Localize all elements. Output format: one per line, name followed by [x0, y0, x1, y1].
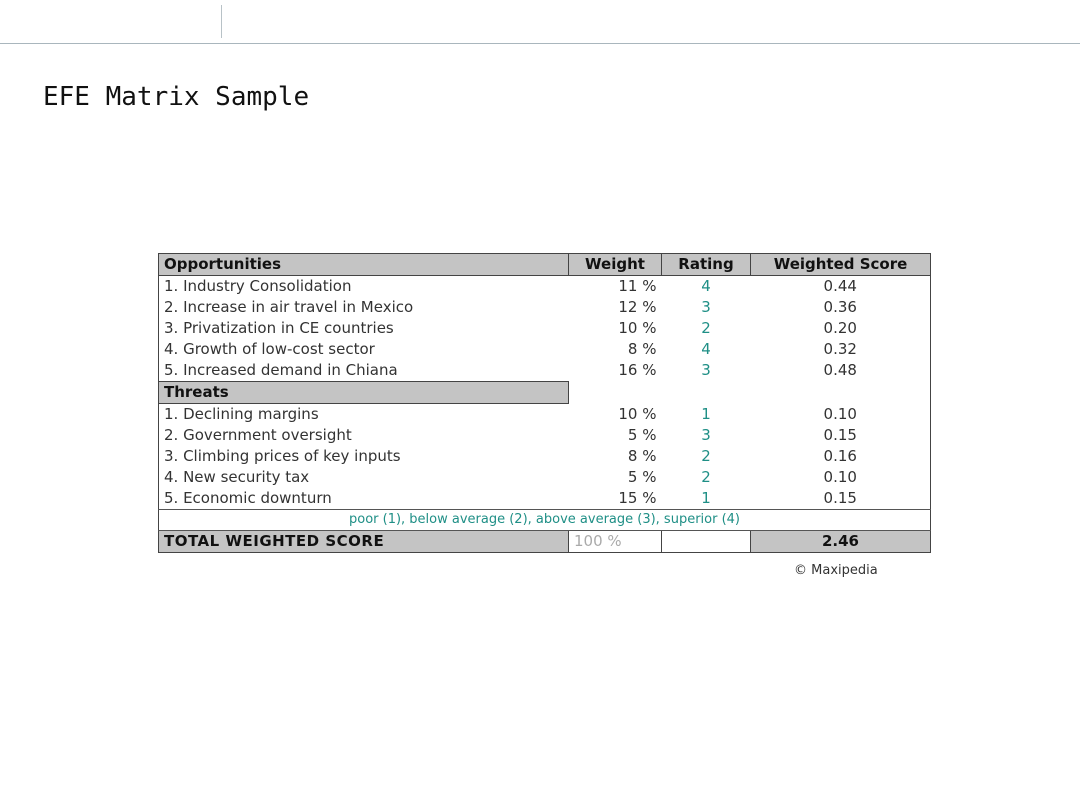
- header-rating: Rating: [662, 254, 751, 276]
- factor-weight: 5 %: [627, 426, 657, 444]
- factor-score: 0.10: [823, 468, 857, 486]
- header-row: [159, 254, 931, 276]
- copyright-note: © Maxipedia: [794, 563, 878, 578]
- factor-score: 0.16: [823, 447, 857, 465]
- top-rule: [0, 43, 1080, 44]
- table-row: [159, 360, 931, 382]
- threats-label: Threats: [159, 382, 569, 404]
- total-label: TOTAL WEIGHTED SCORE: [159, 531, 569, 553]
- factor-score: 0.48: [823, 361, 857, 380]
- table-row: [159, 488, 931, 510]
- factor-score: 0.44: [823, 277, 857, 295]
- factor-label: 3. Climbing prices of key inputs: [164, 447, 401, 465]
- factor-rating: 4: [701, 340, 711, 358]
- factor-label: 4. New security tax: [164, 468, 310, 486]
- factor-score: 0.20: [823, 319, 857, 337]
- slide-title: EFE Matrix Sample: [43, 82, 310, 112]
- factor-rating: 3: [701, 361, 711, 380]
- total-row: [159, 531, 931, 553]
- factor-weight: 5 %: [627, 468, 657, 486]
- factor-label: 5. Increased demand in Chiana: [164, 361, 398, 379]
- threats-section-row: [159, 382, 931, 404]
- factor-label: 4. Growth of low-cost sector: [164, 340, 375, 358]
- header-weighted-score: Weighted Score: [751, 254, 931, 276]
- factor-rating: 3: [701, 298, 711, 316]
- table-row: [159, 276, 931, 298]
- factor-label: 1. Industry Consolidation: [164, 277, 352, 295]
- table-row: [159, 318, 931, 339]
- total-weight: 100 %: [569, 531, 662, 553]
- factor-weight: 12 %: [618, 298, 657, 316]
- factor-weight: 16 %: [618, 361, 657, 380]
- factor-score: 0.10: [823, 404, 857, 423]
- factor-weight: 10 %: [618, 404, 657, 423]
- table-row: [159, 446, 931, 467]
- rating-legend: poor (1), below average (2), above average (3), superior (4): [159, 510, 931, 531]
- table-row: [159, 467, 931, 488]
- table-row: [159, 425, 931, 446]
- total-gap: [662, 531, 751, 553]
- factor-rating: 4: [701, 277, 711, 295]
- factor-weight: 10 %: [618, 319, 657, 337]
- factor-rating: 2: [701, 468, 711, 486]
- factor-rating: 1: [701, 489, 711, 507]
- factor-rating: 1: [701, 404, 711, 423]
- factor-weight: 15 %: [618, 489, 657, 507]
- factor-rating: 3: [701, 426, 711, 444]
- efe-table: [158, 253, 931, 553]
- header-opportunities: Opportunities: [159, 254, 569, 276]
- factor-label: 5. Economic downturn: [164, 489, 332, 507]
- factor-label: 1. Declining margins: [164, 405, 319, 423]
- top-divider: [221, 5, 222, 38]
- factor-score: 0.15: [823, 426, 857, 444]
- efe-matrix: [158, 253, 930, 578]
- factor-score: 0.36: [823, 298, 857, 316]
- factor-label: 3. Privatization in CE countries: [164, 319, 394, 337]
- table-row: [159, 297, 931, 318]
- factor-label: 2. Increase in air travel in Mexico: [164, 298, 414, 316]
- factor-score: 0.15: [823, 489, 857, 507]
- table-row: [159, 404, 931, 426]
- factor-weight: 8 %: [627, 447, 657, 465]
- factor-rating: 2: [701, 447, 711, 465]
- factor-weight: 8 %: [627, 340, 657, 358]
- rating-legend-row: [159, 510, 931, 531]
- total-score: 2.46: [751, 531, 931, 553]
- factor-score: 0.32: [823, 340, 857, 358]
- factor-rating: 2: [701, 319, 711, 337]
- table-row: [159, 339, 931, 360]
- factor-label: 2. Government oversight: [164, 426, 352, 444]
- header-weight: Weight: [569, 254, 662, 276]
- factor-weight: 11 %: [618, 277, 657, 295]
